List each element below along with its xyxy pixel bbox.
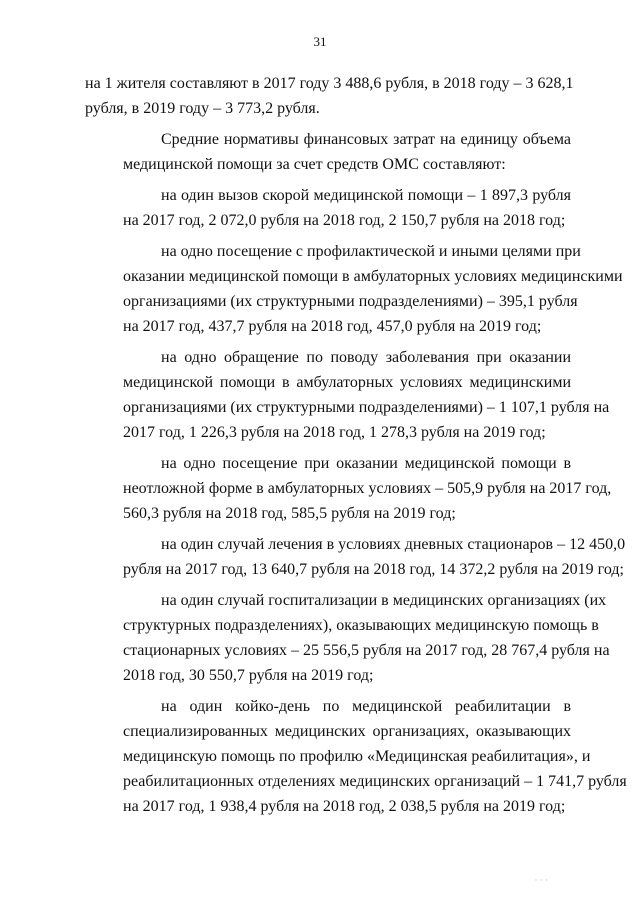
page-number: 31 xyxy=(313,34,327,49)
text-line: структурных подразделениях), оказывающих медицинскую помощь в xyxy=(123,617,599,634)
text-line: на 2017 год, 437,7 рубля на 2018 год, 457,0 рубля на 2019 год; xyxy=(123,318,542,335)
paragraph xyxy=(85,127,571,177)
paragraph xyxy=(85,71,574,121)
text-line: медицинской помощи в амбулаторных условиях медицинскими xyxy=(123,374,571,391)
text-line: 2017 год, 1 226,3 рубля на 2018 год, 1 278,3 рубля на 2019 год; xyxy=(123,424,546,441)
text-line: на одно посещение с профилактической и иными целями при xyxy=(161,243,581,260)
text-line: на один койко-день по медицинской реабилитации в xyxy=(161,698,571,715)
text-line: организациями (их структурными подразделениями) – 395,1 рубля xyxy=(123,293,578,310)
text-line: неотложной форме в амбулаторных условиях – 505,9 рубля на 2017 год, xyxy=(123,480,612,497)
text-line: на один вызов скорой медицинской помощи – 1 897,3 рубля xyxy=(161,187,571,204)
text-line: на одно посещение при оказании медицинской помощи в xyxy=(161,455,571,472)
text-line: специализированных медицинских организациях, оказывающих xyxy=(123,723,571,740)
paragraph xyxy=(85,345,610,445)
text-line: организациями (их структурными подразделениями) – 1 107,1 рубля на xyxy=(123,399,610,416)
text-line: реабилитационных отделениях медицинских организаций – 1 741,7 рубля xyxy=(123,773,627,790)
paragraph xyxy=(85,694,627,819)
paragraph xyxy=(85,183,571,233)
scan-artifact: · · · xyxy=(534,875,548,885)
paragraph xyxy=(85,588,610,688)
text-line: на одно обращение по поводу заболевания при оказании xyxy=(161,349,571,366)
text-line: рубля на 2017 год, 13 640,7 рубля на 2018 год, 14 372,2 рубля на 2019 год; xyxy=(123,561,624,578)
text-line: 2018 год, 30 550,7 рубля на 2019 год; xyxy=(123,667,374,684)
text-line: стационарных условиях – 25 556,5 рубля на 2017 год, 28 767,4 рубля на xyxy=(123,642,610,659)
text-line: оказании медицинской помощи в амбулаторных условиях медицинскими xyxy=(123,268,623,285)
text-line: на 1 жителя составляют в 2017 году 3 488,6 рубля, в 2018 году – 3 628,1 xyxy=(85,75,574,92)
text-line: на 2017 год, 1 938,4 рубля на 2018 год, 2 038,5 рубля на 2019 год; xyxy=(123,798,566,815)
paragraph xyxy=(85,451,612,526)
document-body xyxy=(85,71,627,825)
text-line: Средние нормативы финансовых затрат на единицу объема xyxy=(161,131,571,148)
paragraph xyxy=(85,532,626,582)
text-line: медицинской помощи за счет средств ОМС составляют: xyxy=(123,156,506,173)
text-line: 560,3 рубля на 2018 год, 585,5 рубля на 2019 год; xyxy=(123,505,456,522)
text-line: рубля, в 2019 году – 3 773,2 рубля. xyxy=(85,100,320,117)
paragraph xyxy=(85,239,623,339)
text-line: на один случай госпитализации в медицинских организациях (их xyxy=(161,592,607,609)
text-line: на 2017 год, 2 072,0 рубля на 2018 год, 2 150,7 рубля на 2018 год; xyxy=(123,212,566,229)
text-line: на один случай лечения в условиях дневных стационаров – 12 450,0 xyxy=(161,536,626,553)
text-line: медицинскую помощь по профилю «Медицинская реабилитация», и xyxy=(123,748,591,765)
